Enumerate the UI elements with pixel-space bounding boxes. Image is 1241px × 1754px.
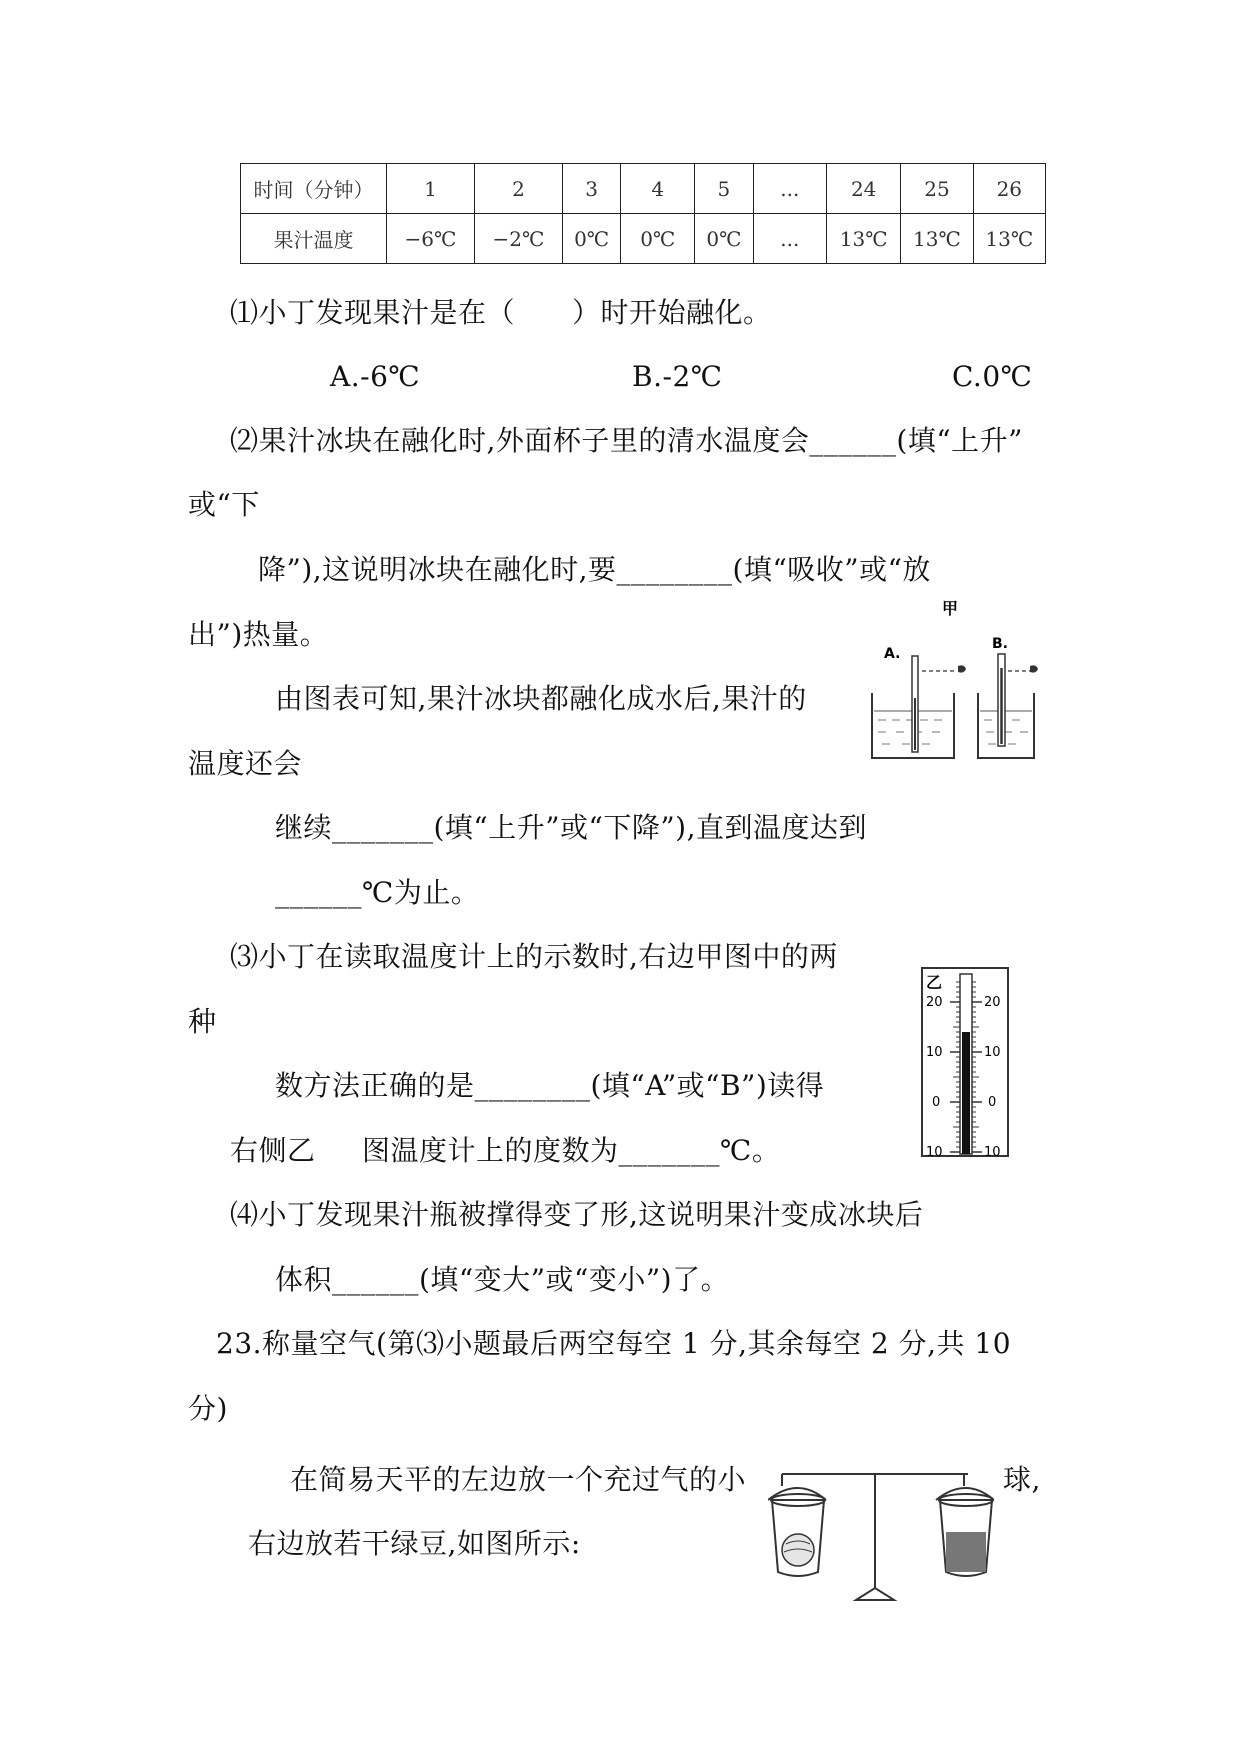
q2-line: 继续_______(填“上升”或“下降”),直到温度达到: [275, 811, 868, 844]
figure-jia-label-b: B.: [992, 636, 1008, 652]
scale-label-right: 20: [984, 995, 1001, 1010]
green-beans: [946, 1532, 986, 1572]
table-cell: 果汁温度: [241, 214, 387, 264]
table-cell: 24: [827, 164, 901, 214]
table-cell: 13℃: [973, 214, 1045, 264]
figure-yi: [920, 966, 1012, 1160]
table-row-temperature: [241, 214, 1046, 264]
q23-line: 在简易天平的左边放一个充过气的小: [290, 1463, 747, 1496]
q2-line: ______℃为止。: [275, 876, 480, 909]
q3-line: 种: [188, 1005, 217, 1038]
q23-line: 球,: [1003, 1463, 1041, 1496]
q23-line: 23.称量空气(第⑶小题最后两空每空 1 分,其余每空 2 分,共 10: [216, 1327, 1012, 1360]
balance-base: [856, 1588, 894, 1600]
table-cell: 3: [562, 164, 620, 214]
thermometer-liquid-column: [962, 1032, 970, 1154]
q2-line: 出”)热量。: [188, 618, 329, 651]
right-bucket: [936, 1474, 994, 1576]
table-cell: 0℃: [695, 214, 753, 264]
q2-line: ⑵果汁冰块在融化时,外面杯子里的清水温度会______(填“上升”: [230, 424, 1023, 457]
figure-jia: [866, 598, 1041, 760]
figure-yi-title: 乙: [926, 973, 943, 992]
q1-option-a: A.-6℃: [330, 360, 421, 393]
table-cell: 13℃: [901, 214, 973, 264]
q1-option-b: B.-2℃: [632, 360, 723, 393]
table-cell: 4: [621, 164, 695, 214]
q2-line: 降”),这说明冰块在融化时,要________(填“吸收”或“放: [258, 553, 931, 586]
scale-label-left: 10: [926, 1145, 943, 1160]
table-cell: 1: [386, 164, 474, 214]
figure-jia-label-a: A.: [884, 646, 901, 662]
q1-stem: ⑴小丁发现果汁是在（ ）时开始融化。: [230, 296, 772, 329]
table-cell: 25: [901, 164, 973, 214]
scale-label-right: 0: [988, 1095, 997, 1110]
table-cell: 0℃: [621, 214, 695, 264]
table-cell: 13℃: [827, 214, 901, 264]
table-cell: 5: [695, 164, 753, 214]
table-cell: 0℃: [562, 214, 620, 264]
q4-line: 体积______(填“变大”或“变小”)了。: [275, 1263, 730, 1296]
q3-line: ⑶小丁在读取温度计上的示数时,右边甲图中的两: [230, 940, 838, 973]
q4-line: ⑷小丁发现果汁瓶被撑得变了形,这说明果汁变成冰块后: [230, 1198, 924, 1231]
q2-line: 温度还会: [188, 747, 303, 780]
table-row-time: [241, 164, 1046, 214]
table-cell: ...: [753, 214, 826, 264]
table-cell: 26: [973, 164, 1045, 214]
scale-label-right: 10: [984, 1145, 1001, 1160]
beaker-a: [872, 656, 966, 758]
temperature-table: [240, 163, 1046, 264]
q2-line: 由图表可知,果汁冰块都融化成水后,果汁的: [275, 682, 807, 715]
figure-balance: [768, 1452, 994, 1602]
figure-jia-title: 甲: [942, 599, 959, 618]
table-cell: 2: [474, 164, 562, 214]
table-cell: ...: [753, 164, 826, 214]
q23-line: 右边放若干绿豆,如图所示:: [248, 1527, 581, 1560]
q2-line: 或“下: [188, 488, 260, 521]
table-cell: −2℃: [474, 214, 562, 264]
scale-label-left: 20: [926, 995, 943, 1010]
scale-label-right: 10: [984, 1045, 1001, 1060]
left-bucket: [768, 1474, 826, 1576]
table-cell: 时间（分钟）: [241, 164, 387, 214]
q23-line: 分): [188, 1392, 228, 1425]
balloon: [782, 1534, 814, 1566]
q3-line: 右侧乙: [230, 1134, 316, 1167]
q1-option-c: C.0℃: [952, 360, 1033, 393]
beaker-b: [978, 654, 1038, 758]
scale-label-left: 0: [932, 1095, 941, 1110]
q3-line: 数方法正确的是________(填“A”或“B”)读得: [275, 1069, 825, 1102]
q3-line: 图温度计上的度数为_______℃。: [362, 1134, 781, 1167]
table-cell: −6℃: [386, 214, 474, 264]
scale-label-left: 10: [926, 1045, 943, 1060]
